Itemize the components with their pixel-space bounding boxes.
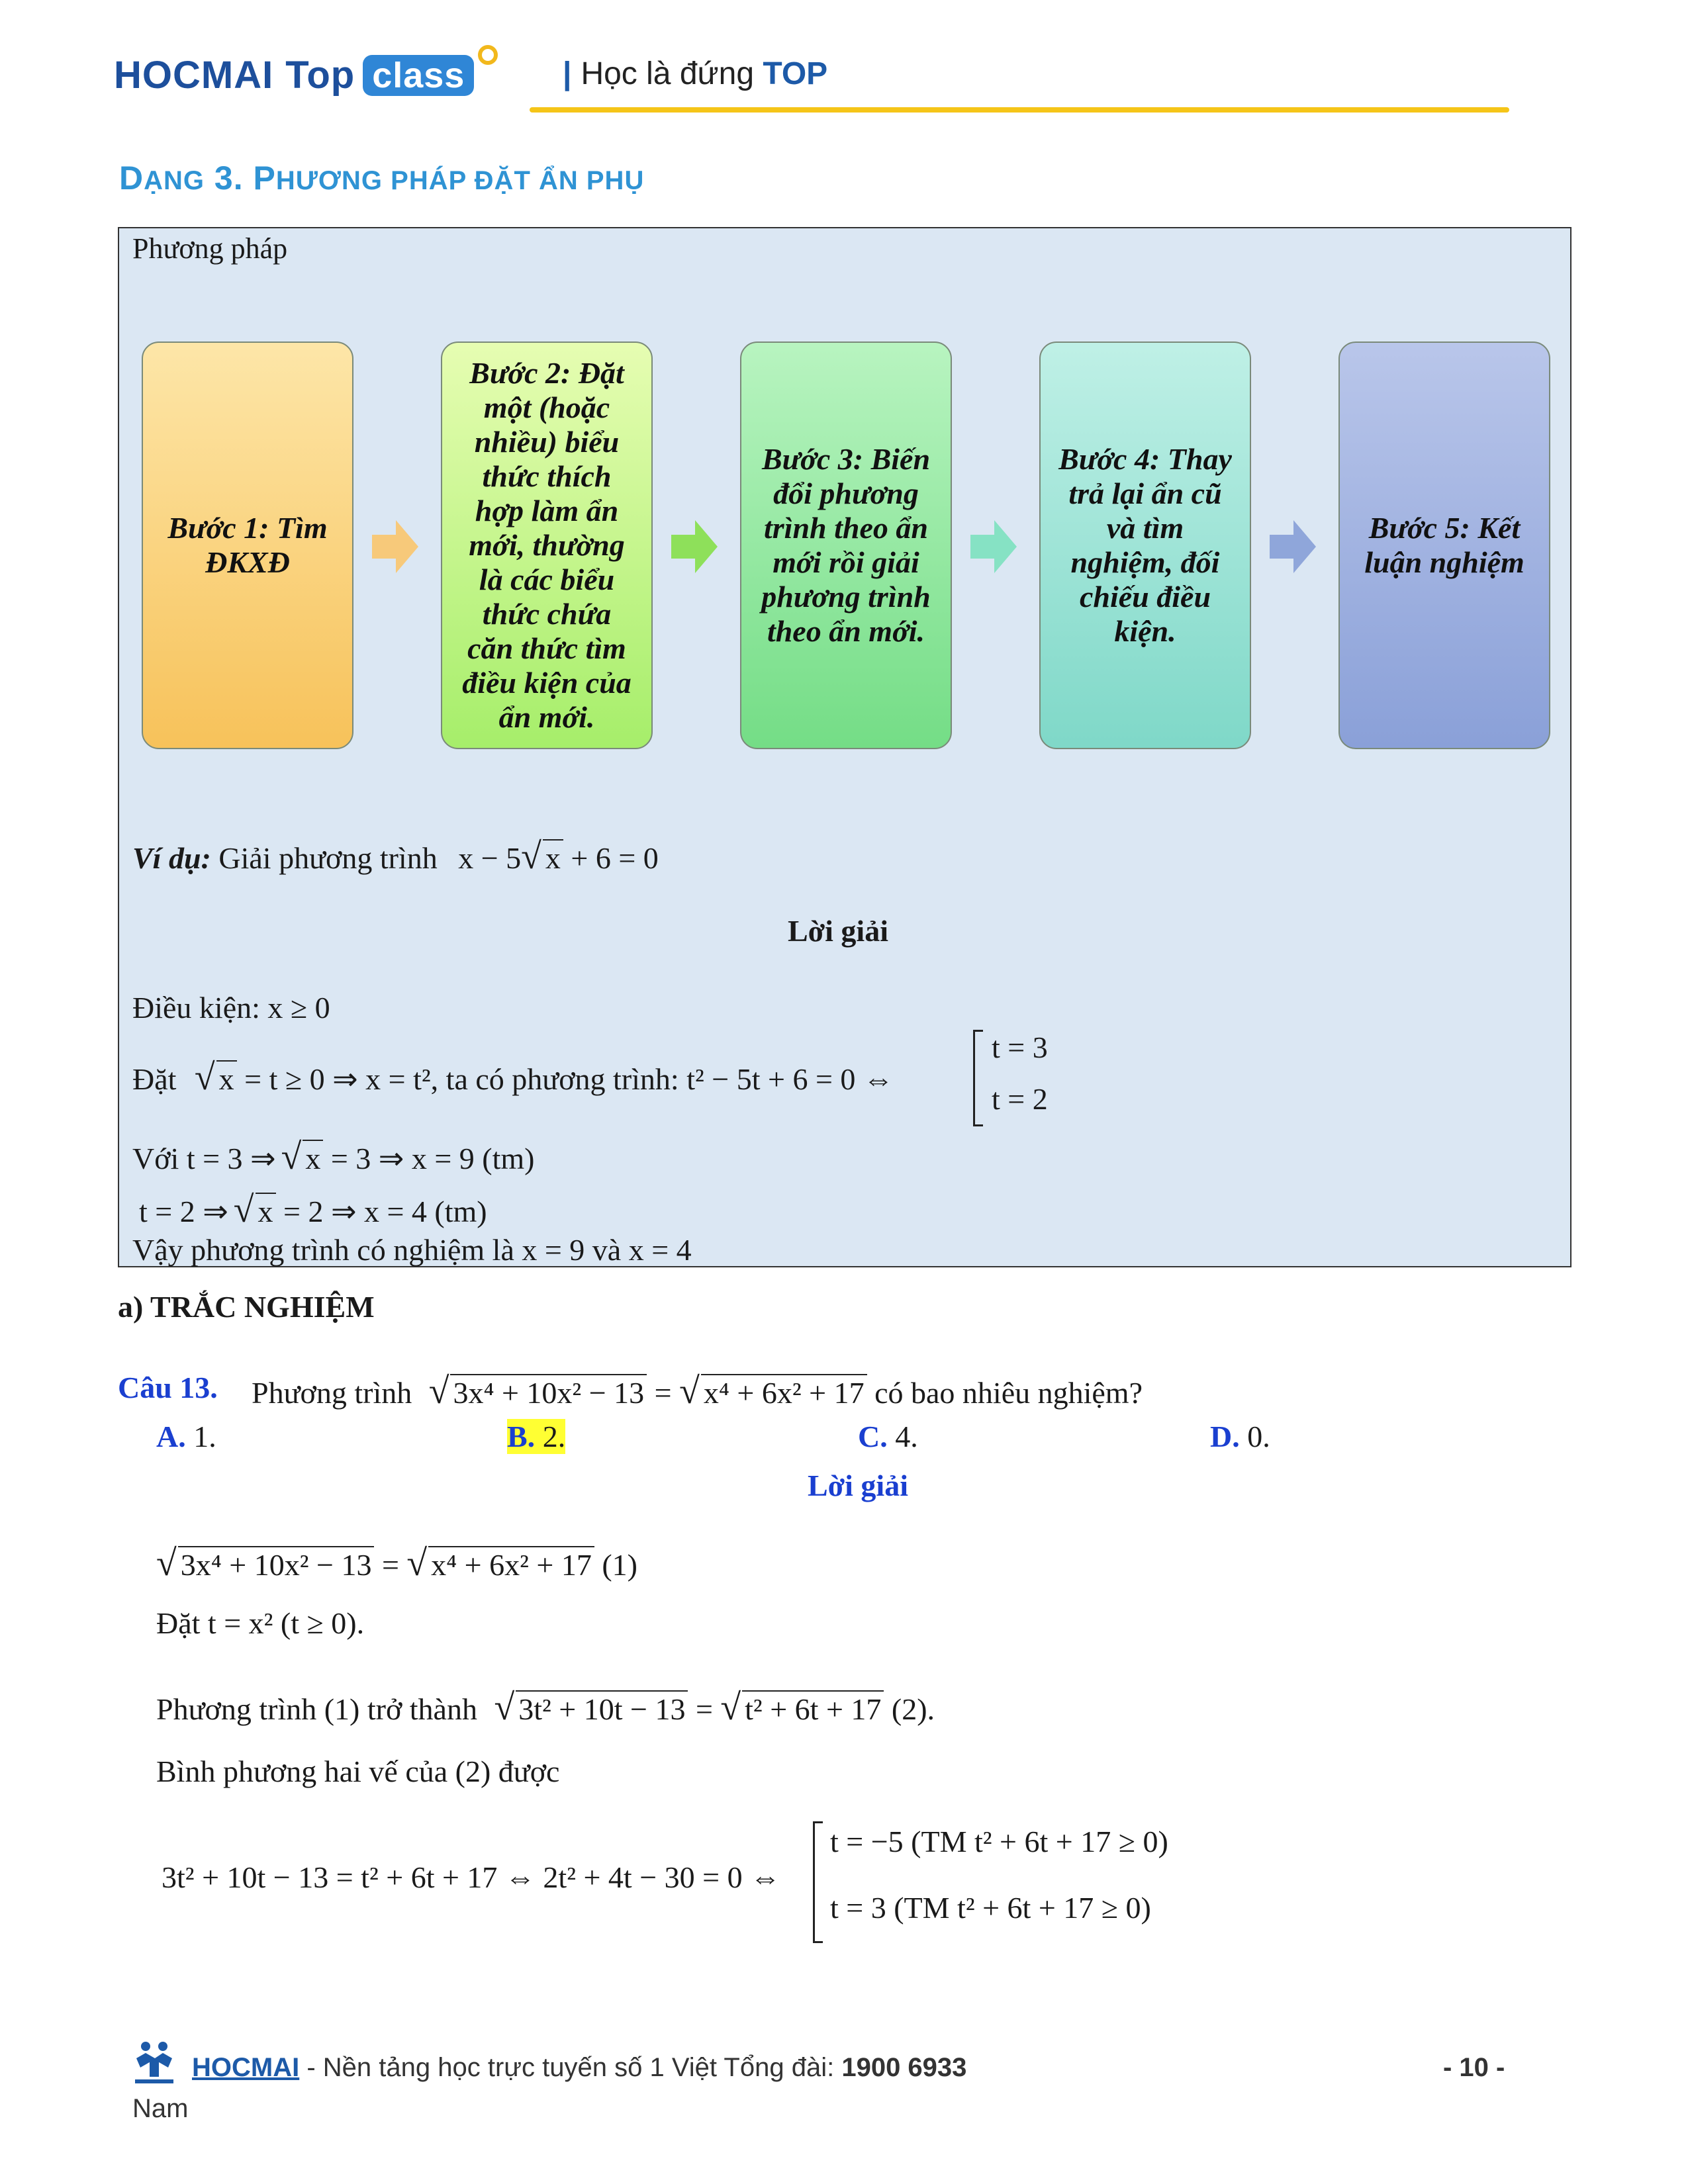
solution-case-2: t = 3 (TM t² + 6t + 17 ≥ 0) <box>830 1891 1151 1925</box>
title-part: HƯƠNG PHÁP ĐẶT ẨN PHỤ <box>275 166 645 195</box>
s1-eq: = <box>374 1548 407 1582</box>
case-t2-line: t = 2 ⇒ √ x = 2 ⇒ x = 4 (tm) <box>139 1189 487 1230</box>
solution-line-4: Bình phương hai vế của (2) được <box>156 1754 560 1788</box>
sqrt-radicand: 3t² + 10t − 13 <box>516 1690 688 1727</box>
example-equation: x − 5√ x + 6 = 0 <box>458 836 659 877</box>
step-2-box <box>441 341 653 749</box>
sqrt-radicand: x <box>543 839 563 876</box>
set-prefix: Đặt <box>132 1062 177 1096</box>
quiz-solution-title: Lời giải <box>808 1469 908 1502</box>
step-1-text: Bước 1: Tìm ĐKXĐ <box>167 511 328 579</box>
option-letter: B. <box>507 1420 536 1453</box>
arrow-right-icon <box>970 520 1017 573</box>
step-3-text: Bước 3: Biến đổi phương trình theo ẩn mới rồi giải phương trình theo ẩn mới. <box>761 442 931 648</box>
system-bracket <box>973 1030 983 1126</box>
section-title <box>119 159 644 197</box>
option-d[interactable] <box>1210 1419 1270 1454</box>
case-t3-line: Với t = 3 ⇒ √ x = 3 ⇒ x = 9 (tm) <box>132 1136 535 1177</box>
option-letter: A. <box>156 1420 186 1453</box>
q-post: có bao nhiêu nghiệm? <box>867 1376 1143 1410</box>
s3-pre: Phương trình (1) trở thành <box>156 1692 477 1726</box>
s3-tag: (2). <box>884 1692 935 1726</box>
title-part: 3. P <box>205 159 276 197</box>
case-rest: = 2 ⇒ x = 4 (tm) <box>275 1195 487 1228</box>
sqrt-radicand: x⁴ + 6x² + 17 <box>701 1374 867 1410</box>
sqrt-radicand: x <box>256 1193 276 1229</box>
option-c[interactable] <box>858 1419 918 1454</box>
solution-line-3: Phương trình (1) trở thành √ 3t² + 10t − 13 = √ t² + 6t + 17 (2). <box>156 1687 935 1728</box>
tagline-text: Học là đứng <box>581 56 763 91</box>
sqrt-radicand: x <box>216 1060 237 1097</box>
set-mid: = t ≥ 0 ⇒ x = t², ta có phương trình: t² − 5t + 6 = 0 ⇔ <box>236 1062 894 1096</box>
system-case-2: t = 2 <box>992 1082 1048 1116</box>
example-conclusion: Vậy phương trình có nghiệm là x = 9 và x = 4 <box>132 1233 692 1267</box>
example-label: Ví dụ: <box>132 841 211 875</box>
quiz-heading: a) TRẮC NGHIỆM <box>118 1290 375 1324</box>
condition-line: Điều kiện: x ≥ 0 <box>132 991 330 1024</box>
case-bracket <box>813 1821 823 1943</box>
option-a[interactable] <box>156 1419 216 1454</box>
option-letter: C. <box>858 1420 888 1453</box>
sqrt-radicand: 3x⁴ + 10x² − 13 <box>450 1374 647 1410</box>
arrow-right-icon <box>1270 520 1316 573</box>
option-letter: D. <box>1210 1420 1240 1453</box>
footer-text <box>192 2053 966 2083</box>
page-number: - 10 - <box>1443 2053 1505 2082</box>
sqrt-radicand: 3x⁴ + 10x² − 13 <box>178 1546 375 1582</box>
arrow-right-icon <box>671 520 718 573</box>
step-3-box <box>740 341 952 749</box>
logo-top: Top <box>285 54 355 97</box>
step-1-box <box>142 341 353 749</box>
option-value: 2. <box>535 1420 566 1453</box>
question-label: Câu 13. <box>118 1371 218 1404</box>
sqrt-radicand: x⁴ + 6x² + 17 <box>428 1546 594 1582</box>
solution-line-1: √ 3x⁴ + 10x² − 13 = √ x⁴ + 6x² + 17 (1) <box>156 1543 637 1584</box>
s1-tag: (1) <box>594 1548 637 1582</box>
arrow-right-icon <box>372 520 418 573</box>
question-text: Phương trình √ 3x⁴ + 10x² − 13 = √ x⁴ + 6x² + 17 có bao nhiêu nghiệm? <box>252 1371 1143 1412</box>
solution-line-2: Đặt t = x² (t ≥ 0). <box>156 1606 365 1640</box>
eq-part: + 6 = 0 <box>563 841 659 875</box>
q-eq: = <box>647 1376 680 1410</box>
footer-phone: 1900 6933 <box>841 2053 967 2082</box>
method-label: Phương pháp <box>132 232 288 265</box>
sqrt-radicand: x <box>303 1140 323 1176</box>
option-b[interactable] <box>507 1419 565 1454</box>
tagline-top: TOP <box>763 56 828 91</box>
step-4-box <box>1039 341 1251 749</box>
solution-line-5: 3t² + 10t − 13 = t² + 6t + 17 ⇔ 2t² + 4t − 30 = 0 ⇔ <box>162 1860 781 1894</box>
eq-part: x − 5 <box>458 841 522 875</box>
case-rest: = 3 ⇒ x = 9 (tm) <box>323 1142 535 1175</box>
option-value: 0. <box>1239 1420 1270 1453</box>
example-text: Giải phương trình <box>211 841 438 875</box>
footer-continuation: Nam <box>132 2094 189 2123</box>
sun-icon <box>478 45 498 65</box>
case-prefix: t = 2 ⇒ <box>139 1195 228 1228</box>
q-pre: Phương trình <box>252 1376 412 1410</box>
logo-class: class <box>363 55 474 96</box>
tagline <box>563 56 827 92</box>
footer-tagline: - Nền tảng học trực tuyến số 1 Việt Tổng đài: <box>299 2053 842 2082</box>
brand-logo <box>114 53 474 97</box>
case-prefix: Với t = 3 ⇒ <box>132 1142 276 1175</box>
s3-eq: = <box>688 1692 721 1726</box>
step-5-text: Bước 5: Kết luận nghiệm <box>1364 511 1524 579</box>
footer-brand-link[interactable]: HOCMAI <box>192 2053 300 2082</box>
option-value: 1. <box>185 1420 216 1453</box>
title-part: ẠNG <box>144 166 205 195</box>
example-solution-title: Lời giải <box>788 914 888 948</box>
tagline-separator: | <box>563 56 572 91</box>
sqrt-radicand: t² + 6t + 17 <box>742 1690 884 1727</box>
system-case-1: t = 3 <box>992 1030 1048 1064</box>
step-4-text: Bước 4: Thay trả lại ẩn cũ và tìm nghiệm, đối chiếu điều kiện. <box>1058 442 1232 648</box>
option-value: 4. <box>887 1420 918 1453</box>
step-2-text: Bước 2: Đặt một (hoặc nhiều) biểu thức thích hợp làm ẩn mới, thường là các biểu thức chứa căn thức tìm điều kiện của ẩn mới. <box>462 356 632 734</box>
logo-main: HOCMAI <box>114 54 274 97</box>
header-divider <box>530 107 1509 113</box>
step-5-box <box>1338 341 1550 749</box>
example-line <box>132 835 659 878</box>
solution-case-1: t = −5 (TM t² + 6t + 17 ≥ 0) <box>830 1825 1168 1858</box>
title-part: D <box>119 159 144 197</box>
hocmai-logo-icon <box>132 2038 176 2085</box>
substitution-line: Đặt √ x = t ≥ 0 ⇒ x = t², ta có phương trình: t² − 5t + 6 = 0 ⇔ <box>132 1057 894 1098</box>
